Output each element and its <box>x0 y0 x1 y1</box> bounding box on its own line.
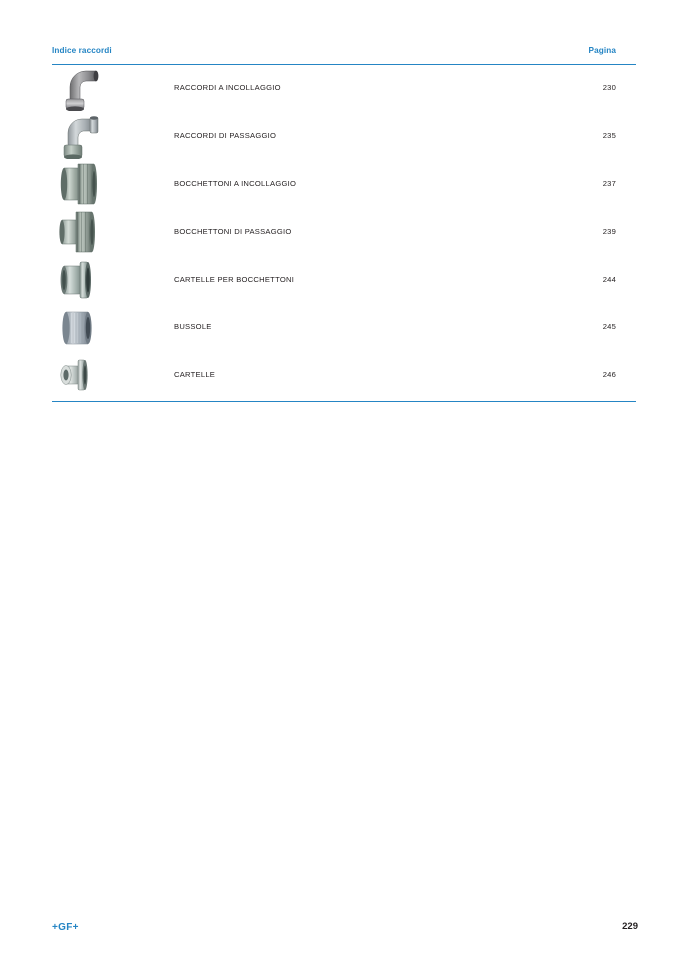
table-row[interactable] <box>52 303 636 351</box>
index-row-list <box>52 64 636 399</box>
row-label: RACCORDI DI PASSAGGIO <box>174 131 277 141</box>
table-row[interactable] <box>52 255 636 303</box>
union-solvent-icon <box>52 160 112 206</box>
stub-flange-union-icon <box>52 256 112 302</box>
row-label: BOCCHETTONI A INCOLLAGGIO <box>174 178 297 188</box>
bottom-divider <box>52 401 636 402</box>
stub-flange-icon <box>52 352 112 398</box>
row-label: BUSSOLE <box>174 322 212 332</box>
elbow-90-fitting-icon <box>52 65 112 111</box>
union-transition-icon <box>52 208 112 254</box>
brand-logo: +GF+ <box>52 922 79 933</box>
row-label: CARTELLE PER BOCCHETTONI <box>174 274 295 284</box>
row-label: RACCORDI A INCOLLAGGIO <box>174 83 281 93</box>
row-page-number: 237 <box>602 178 616 188</box>
transition-elbow-fitting-icon <box>52 113 112 159</box>
row-label: BOCCHETTONI DI PASSAGGIO <box>174 226 292 236</box>
page-column-header: Pagina <box>588 46 616 55</box>
row-page-number: 230 <box>602 83 616 93</box>
row-page-number: 245 <box>602 322 616 332</box>
table-row[interactable] <box>52 351 636 399</box>
index-header <box>52 46 636 65</box>
page-title: Indice raccordi <box>52 46 112 55</box>
table-row[interactable] <box>52 160 636 208</box>
table-row[interactable] <box>52 64 636 112</box>
table-row[interactable] <box>52 207 636 255</box>
row-page-number: 244 <box>602 274 616 284</box>
row-page-number: 235 <box>602 131 616 141</box>
row-page-number: 239 <box>602 226 616 236</box>
table-row[interactable] <box>52 112 636 160</box>
row-page-number: 246 <box>602 370 616 380</box>
bush-sleeve-icon <box>52 304 112 350</box>
row-label: CARTELLE <box>174 370 216 380</box>
footer-page-number: 229 <box>622 921 638 932</box>
